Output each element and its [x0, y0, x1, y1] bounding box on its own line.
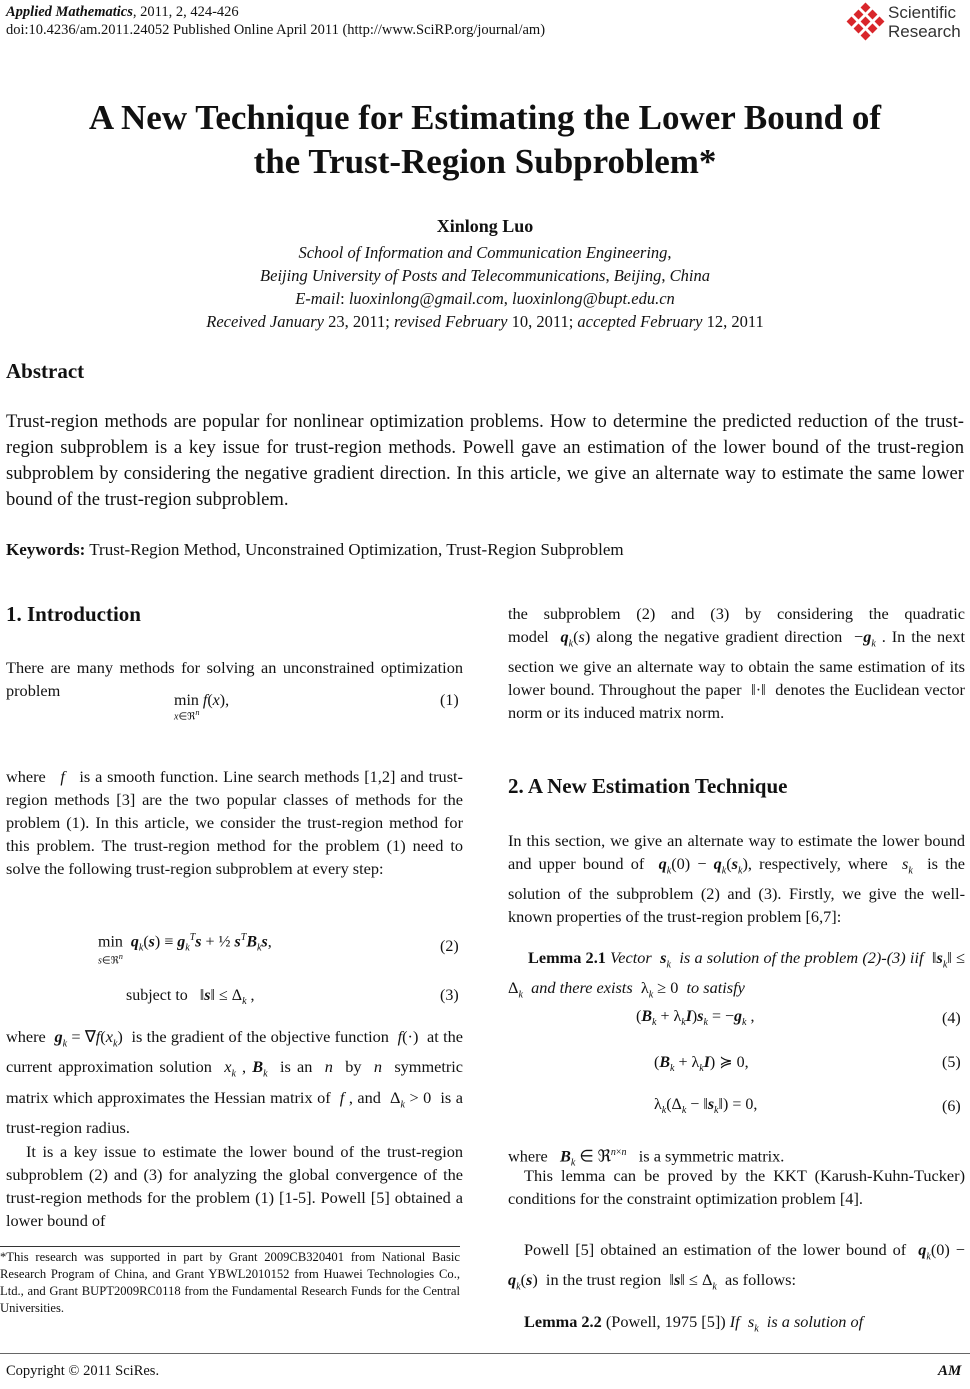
equation-1-number: (1) — [440, 692, 459, 709]
footnote-divider — [0, 1246, 460, 1247]
intro-paragraph-4: It is a key issue to estimate the lower bound of the trust-region subproblem (2) and (3) for analyzing the global convergence of the trust-region methods for the problem (1) [1-5]. Powell [5] obtained a lower bound of — [6, 1142, 463, 1230]
equation-6: $\lambda_k(\Delta_k$ − $‖s_k‖) = 0$, — [654, 1096, 758, 1117]
equation-4-number: (4) — [942, 1010, 961, 1027]
doi-line: doi:10.4236/am.2011.24052 Published Online April 2011 (http://www.SciRP.org/journal/am) — [6, 22, 546, 38]
abstract-heading: Abstract — [6, 359, 85, 383]
logo-text-line1: Scientific — [888, 3, 957, 22]
equation-5: $(B_k + \lambda_kI)$ ≽ 0, — [654, 1054, 749, 1075]
received-dates: Received January 23, 2011; revised February 10, 2011; accepted February 12, 2011 — [206, 312, 764, 331]
right-paragraph-4: This lemma can be proved by the KKT (Karush-Kuhn-Tucker) conditions for the constraint optimization problem [4]. — [508, 1166, 965, 1208]
journal-citation: , 2011, 2, 424-426 — [132, 4, 239, 20]
journal-header — [6, 4, 239, 21]
copyright: Copyright © 2011 SciRes. — [6, 1363, 160, 1379]
right-paragraph-1: the subproblem (2) and (3) by considering the quadratic model $q_k(s)$ along the negative gradient direction $-g_k$ . In the next section we give an alternate way to obtain the same estimation of its lower bound. Throughout the paper ‖·‖ denotes the Euclidean vector norm or its induced matrix norm. — [508, 604, 966, 723]
equation-3: subject to ‖s‖ ≤ $\Delta_k$ , — [126, 987, 255, 1008]
publisher-logo — [848, 2, 970, 42]
equation-2: $\min q_k(s) \equiv g_k^Ts$ + ½ $s^TB_ks$, s∈ℜ$^n$ — [98, 932, 272, 966]
equation-5-number: (5) — [942, 1054, 961, 1071]
author-name: Xinlong Luo — [436, 216, 534, 236]
keywords — [6, 540, 624, 560]
journal-abbreviation: AM — [938, 1363, 962, 1379]
logo-mark-icon — [848, 4, 884, 40]
intro-paragraph-1: There are many methods for solving an unconstrained optimization problem — [6, 658, 463, 700]
title-line-1: A New Technique for Estimating the Lower Bound of — [88, 98, 882, 137]
email-line: E-mail: luoxinlong@gmail.com, luoxinlong@bupt.edu.cn — [295, 289, 675, 308]
footer-divider — [0, 1353, 970, 1354]
journal-name: Applied Mathematics — [6, 4, 133, 20]
logo-text-line2: Research — [888, 22, 961, 41]
email-2: luoxinlong@bupt.edu.cn — [512, 289, 675, 308]
affiliation-line-1: School of Information and Communication Engineering, — [298, 243, 672, 262]
section-1-heading: 1. Introduction — [6, 602, 141, 626]
equation-4: $(B_k + \lambda_kI)s_k = -g_k$ , — [636, 1008, 755, 1029]
lemma-2-2: Lemma 2.2 (Powell, 1975 [5]) If $s_k$ is a solution of — [524, 1312, 864, 1335]
right-paragraph-3: where $B_k$ ∈ ℜ$^{n\times n}$ is a symmetric matrix. — [508, 1146, 785, 1169]
abstract-text: Trust-region methods are popular for nonlinear optimization problems. How to determine the predicted reduction of the trust-region subproblem is a key issue for trust-region methods. Powell gave an estimation of the lower bound of the trust-region subproblem by considering the negative gradient direction. In this article, we give an alternate way to estimate the same lower bound of the trust-region subproblem. — [6, 411, 964, 510]
intro-paragraph-2: where f is a smooth function. Line search methods [1,2] and trust-region methods [3] are the two popular classes of methods for the problem (1). In this article, we consider the trust-region method for this problem. The trust-region method for the problem (1) need to solve the following trust-region subproblem at every step: — [6, 767, 463, 878]
right-paragraph-5: Powell [5] obtained an estimation of the lower bound of $q_k(0) - q_k(s)$ in the trust region ‖s‖ ≤ $\Delta_k$ as follows: — [508, 1240, 965, 1293]
affiliation-line-2: Beijing University of Posts and Telecommunications, Beijing, China — [260, 266, 710, 285]
paper-title — [0, 96, 970, 184]
footnote: *This research was supported in part by Grant 2009CB320401 from National Basic Research Program of China, and Grant YBWL2010152 from Huawei Technologies Co., Ltd., and Grant BUPT2009RC0118 from the Fundamental Research Funds for the Central Universities. — [0, 1250, 460, 1315]
section-2-heading: 2. A New Estimation Technique — [508, 774, 788, 798]
title-line-2: the Trust-Region Subproblem* — [253, 142, 717, 181]
intro-paragraph-3: where $g_k = \nabla f(x_k)$ is the gradient of the objective function f(·) at the current approximation solution $x_k$ , $B_k$ is an n by n symmetric matrix which approximates the Hessian matrix of f , and $\Delta_k > 0$ is a trust-region radius. — [6, 1027, 464, 1137]
equation-6-number: (6) — [942, 1098, 961, 1115]
equation-3-number: (3) — [440, 987, 459, 1004]
equation-1: min f(x), x∈ℜ$^n$ — [174, 692, 230, 723]
keywords-list: Trust-Region Method, Unconstrained Optimization, Trust-Region Subproblem — [85, 540, 624, 559]
email-1: luoxinlong@gmail.com — [348, 289, 504, 308]
equation-2-number: (2) — [440, 938, 459, 955]
lemma-2-1: Lemma 2.1 Vector $s_k$ is a solution of the problem (2)-(3) iif $‖s_k‖ \le \Delta_k$ and there exists $\lambda_k \ge 0$ to satisfy — [508, 948, 966, 1001]
keywords-label: Keywords: — [6, 540, 86, 559]
right-paragraph-2: In this section, we give an alternate way to estimate the lower bound and upper bound of $q_k(0) - q_k(s_k)$, respectively, where $s_k$ is the solution of the subproblem (2) and (3). Firstly, we give the well-known properties of the trust-region problem [6,7]: — [508, 831, 965, 927]
